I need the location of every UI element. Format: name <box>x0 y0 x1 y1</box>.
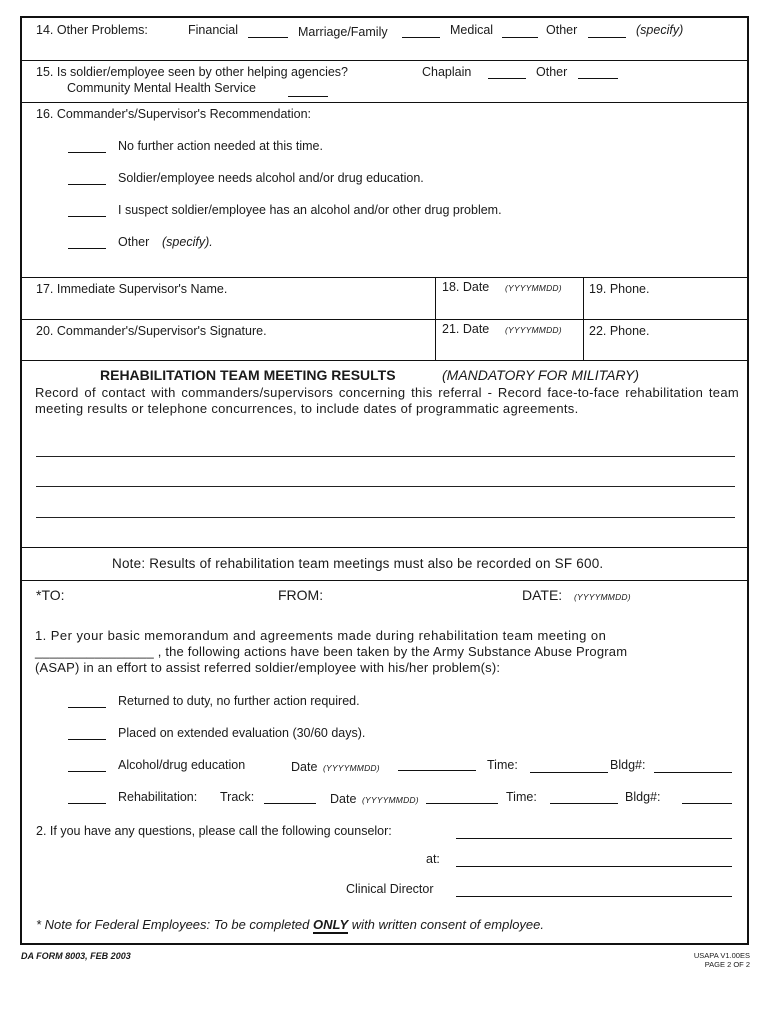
rehab-time-label: Time: <box>506 790 537 804</box>
sf600-note: Note: Results of rehabilitation team meetings must also be recorded on SF 600. <box>112 556 604 571</box>
memo-date-label: DATE: <box>522 587 563 603</box>
memo-paragraph-2: 2. If you have any questions, please call the following counselor: <box>36 824 392 838</box>
chaplain-blank[interactable] <box>488 78 526 79</box>
education-bldg-blank[interactable] <box>654 772 732 773</box>
rehab-date-blank[interactable] <box>426 803 498 804</box>
form-number: DA FORM 8003, FEB 2003 <box>21 951 131 961</box>
education-time-blank[interactable] <box>530 772 608 773</box>
federal-note-suffix: with written consent of employee. <box>351 917 545 932</box>
medical-blank[interactable] <box>502 37 538 38</box>
chaplain-label: Chaplain <box>422 65 472 79</box>
other-problems-label: Other <box>546 23 578 37</box>
medical-label: Medical <box>450 23 494 37</box>
federal-note-only: ONLY <box>313 917 349 932</box>
footer-version-block <box>694 951 750 969</box>
divider <box>22 547 747 548</box>
rehab-date-format: (YYYYMMDD) <box>362 795 419 805</box>
extended-blank[interactable] <box>68 739 106 740</box>
item-15-label: 15. Is soldier/employee seen by other helping agencies? <box>36 65 349 79</box>
cmhs-label: Community Mental Health Service <box>67 81 256 95</box>
divider <box>22 60 747 61</box>
page-number: PAGE 2 OF 2 <box>704 960 750 969</box>
recommendation-option-4: Other <box>118 235 150 249</box>
divider <box>22 319 747 320</box>
at-label: at: <box>426 852 440 866</box>
other-problems-blank[interactable] <box>588 37 626 38</box>
memo-paragraph-1-line-2: ________________ , the following actions have been taken by the Army Substance Abuse Program <box>35 644 628 659</box>
clinical-director-label: Clinical Director <box>346 882 434 896</box>
financial-label: Financial <box>188 23 239 37</box>
phone-22-label: 22. Phone. <box>589 324 650 338</box>
rehab-bldg-blank[interactable] <box>682 803 732 804</box>
signature-label: 20. Commander's/Supervisor's Signature. <box>36 324 267 338</box>
rehabilitation-blank[interactable] <box>68 803 106 804</box>
other-agency-blank[interactable] <box>578 78 618 79</box>
recommendation-blank-1[interactable] <box>68 152 106 153</box>
divider <box>22 102 747 103</box>
memo-paragraph-1-line-1: 1. Per your basic memorandum and agreements made during rehabilitation team meeting on <box>35 628 607 643</box>
specify-label: (specify) <box>636 23 684 37</box>
education-date-label: Date <box>291 760 318 774</box>
extended-label: Placed on extended evaluation (30/60 days). <box>118 726 366 740</box>
education-date-format: (YYYYMMDD) <box>323 763 380 773</box>
recommendation-blank-4[interactable] <box>68 248 106 249</box>
date-18-label: 18. Date <box>442 280 490 294</box>
divider <box>22 580 747 581</box>
from-label: FROM: <box>278 587 324 603</box>
education-bldg-label: Bldg#: <box>610 758 646 772</box>
memo-date-format: (YYYYMMDD) <box>574 592 631 602</box>
da-form-8003-page-2 <box>20 16 749 945</box>
education-label: Alcohol/drug education <box>118 758 246 772</box>
date-21-format: (YYYYMMDD) <box>505 325 562 335</box>
to-label: *TO: <box>36 587 65 603</box>
federal-employee-note <box>36 917 544 932</box>
rehab-entry-line-3[interactable] <box>36 517 735 518</box>
education-blank[interactable] <box>68 771 106 772</box>
item-14-label: 14. Other Problems: <box>36 23 148 37</box>
recommendation-blank-2[interactable] <box>68 184 106 185</box>
counselor-phone-blank[interactable] <box>456 866 732 867</box>
returned-blank[interactable] <box>68 707 106 708</box>
financial-blank[interactable] <box>248 37 288 38</box>
rehab-instructions: Record of contact with commanders/supervisors concerning this referral - Record face-to-face rehabilitation team meeting results or telephone concurrences, to include dates of programmatic agreements. <box>35 385 739 416</box>
recommendation-option-3: I suspect soldier/employee has an alcohol and/or other drug problem. <box>118 203 502 217</box>
date-21-label: 21. Date <box>442 322 490 336</box>
supervisor-name-label: 17. Immediate Supervisor's Name. <box>36 282 228 296</box>
rehab-time-blank[interactable] <box>550 803 618 804</box>
recommendation-specify: (specify). <box>162 235 213 249</box>
marriage-family-label: Marriage/Family <box>298 25 388 39</box>
divider <box>22 360 747 361</box>
marriage-family-blank[interactable] <box>402 37 440 38</box>
federal-note-prefix: * Note for Federal Employees: To be completed <box>36 917 310 932</box>
rehab-title: REHABILITATION TEAM MEETING RESULTS <box>100 367 396 383</box>
rehab-date-label: Date <box>330 792 357 806</box>
recommendation-option-2: Soldier/employee needs alcohol and/or drug education. <box>118 171 424 185</box>
rehabilitation-label: Rehabilitation: <box>118 790 198 804</box>
phone-19-label: 19. Phone. <box>589 282 650 296</box>
memo-paragraph-1-line-3: (ASAP) in an effort to assist referred soldier/employee with his/her problem(s): <box>35 660 501 675</box>
recommendation-blank-3[interactable] <box>68 216 106 217</box>
clinical-director-blank[interactable] <box>456 896 732 897</box>
returned-label: Returned to duty, no further action required. <box>118 694 360 708</box>
education-date-blank[interactable] <box>398 770 476 771</box>
counselor-blank[interactable] <box>456 838 732 839</box>
track-label: Track: <box>220 790 255 804</box>
form-version: USAPA V1.00ES <box>693 951 750 960</box>
date-18-format: (YYYYMMDD) <box>505 283 562 293</box>
item-16-label: 16. Commander's/Supervisor's Recommendation: <box>36 107 312 121</box>
cmhs-blank[interactable] <box>288 96 328 97</box>
rehab-entry-line-1[interactable] <box>36 456 735 457</box>
divider <box>22 277 747 278</box>
education-time-label: Time: <box>487 758 518 772</box>
rehab-entry-line-2[interactable] <box>36 486 735 487</box>
recommendation-option-1: No further action needed at this time. <box>118 139 323 153</box>
track-blank[interactable] <box>264 803 316 804</box>
rehab-bldg-label: Bldg#: <box>625 790 661 804</box>
rehab-title-note: (MANDATORY FOR MILITARY) <box>442 367 640 383</box>
other-agency-label: Other <box>536 65 568 79</box>
